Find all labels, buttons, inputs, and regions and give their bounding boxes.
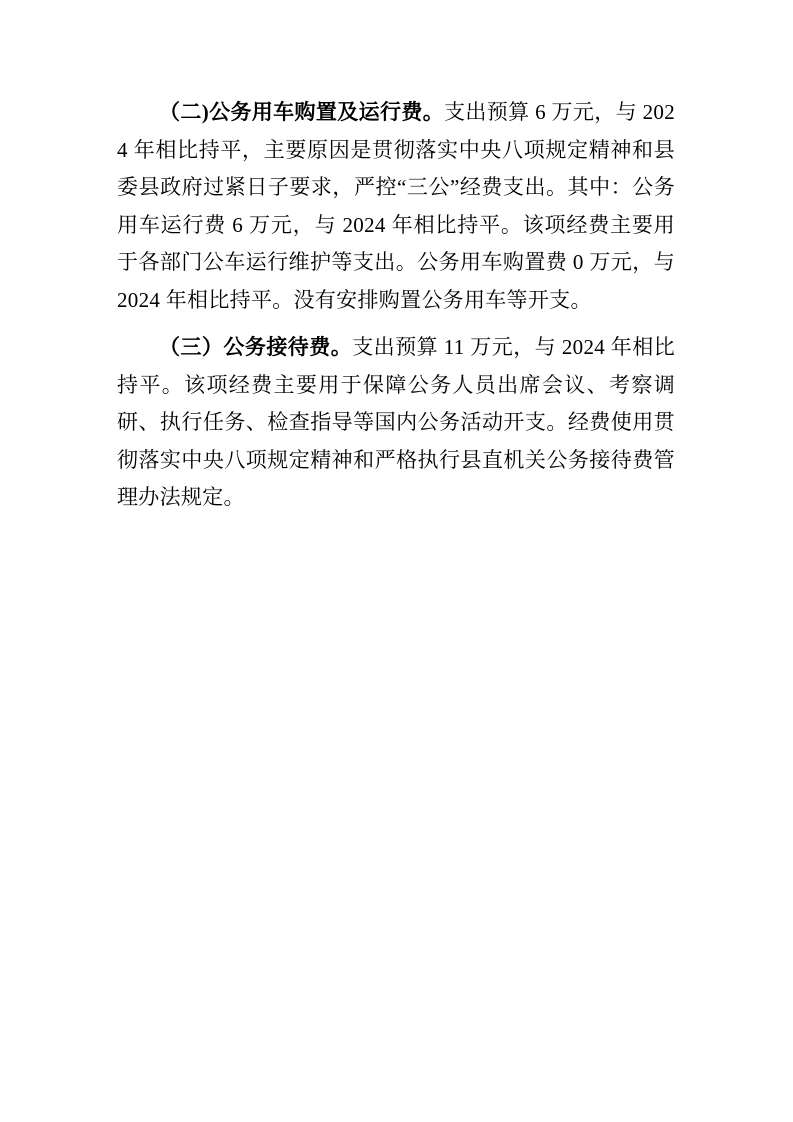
paragraph-vehicle-expenses xyxy=(117,94,675,319)
paragraph-body-reception-expenses: 支出预算 11 万元，与 2024 年相比持平。该项经费主要用于保障公务人员出席会议、考察调研、执行任务、检查指导等国内公务活动开支。经费使用贯彻落实中央八项规定精神和严格执行县直机关公务接待费管理办法规定。 xyxy=(117,335,675,509)
paragraph-body-vehicle-expenses: 支出预算 6 万元，与 2024 年相比持平，主要原因是贯彻落实中央八项规定精神和县委县政府过紧日子要求，严控“三公”经费支出。其中：公务用车运行费 6 万元，与 2024 年相比持平。该项经费主要用于各部门公车运行维护等支出。公务用车购置费 0 万元，与 2024 年相比持平。没有安排购置公务用车等开支。 xyxy=(117,100,675,312)
paragraph-heading-reception-expenses: （三）公务接待费。 xyxy=(159,335,353,359)
paragraph-heading-vehicle-expenses: （二)公务用车购置及运行费。 xyxy=(159,100,445,124)
paragraph-reception-expenses xyxy=(117,329,675,517)
